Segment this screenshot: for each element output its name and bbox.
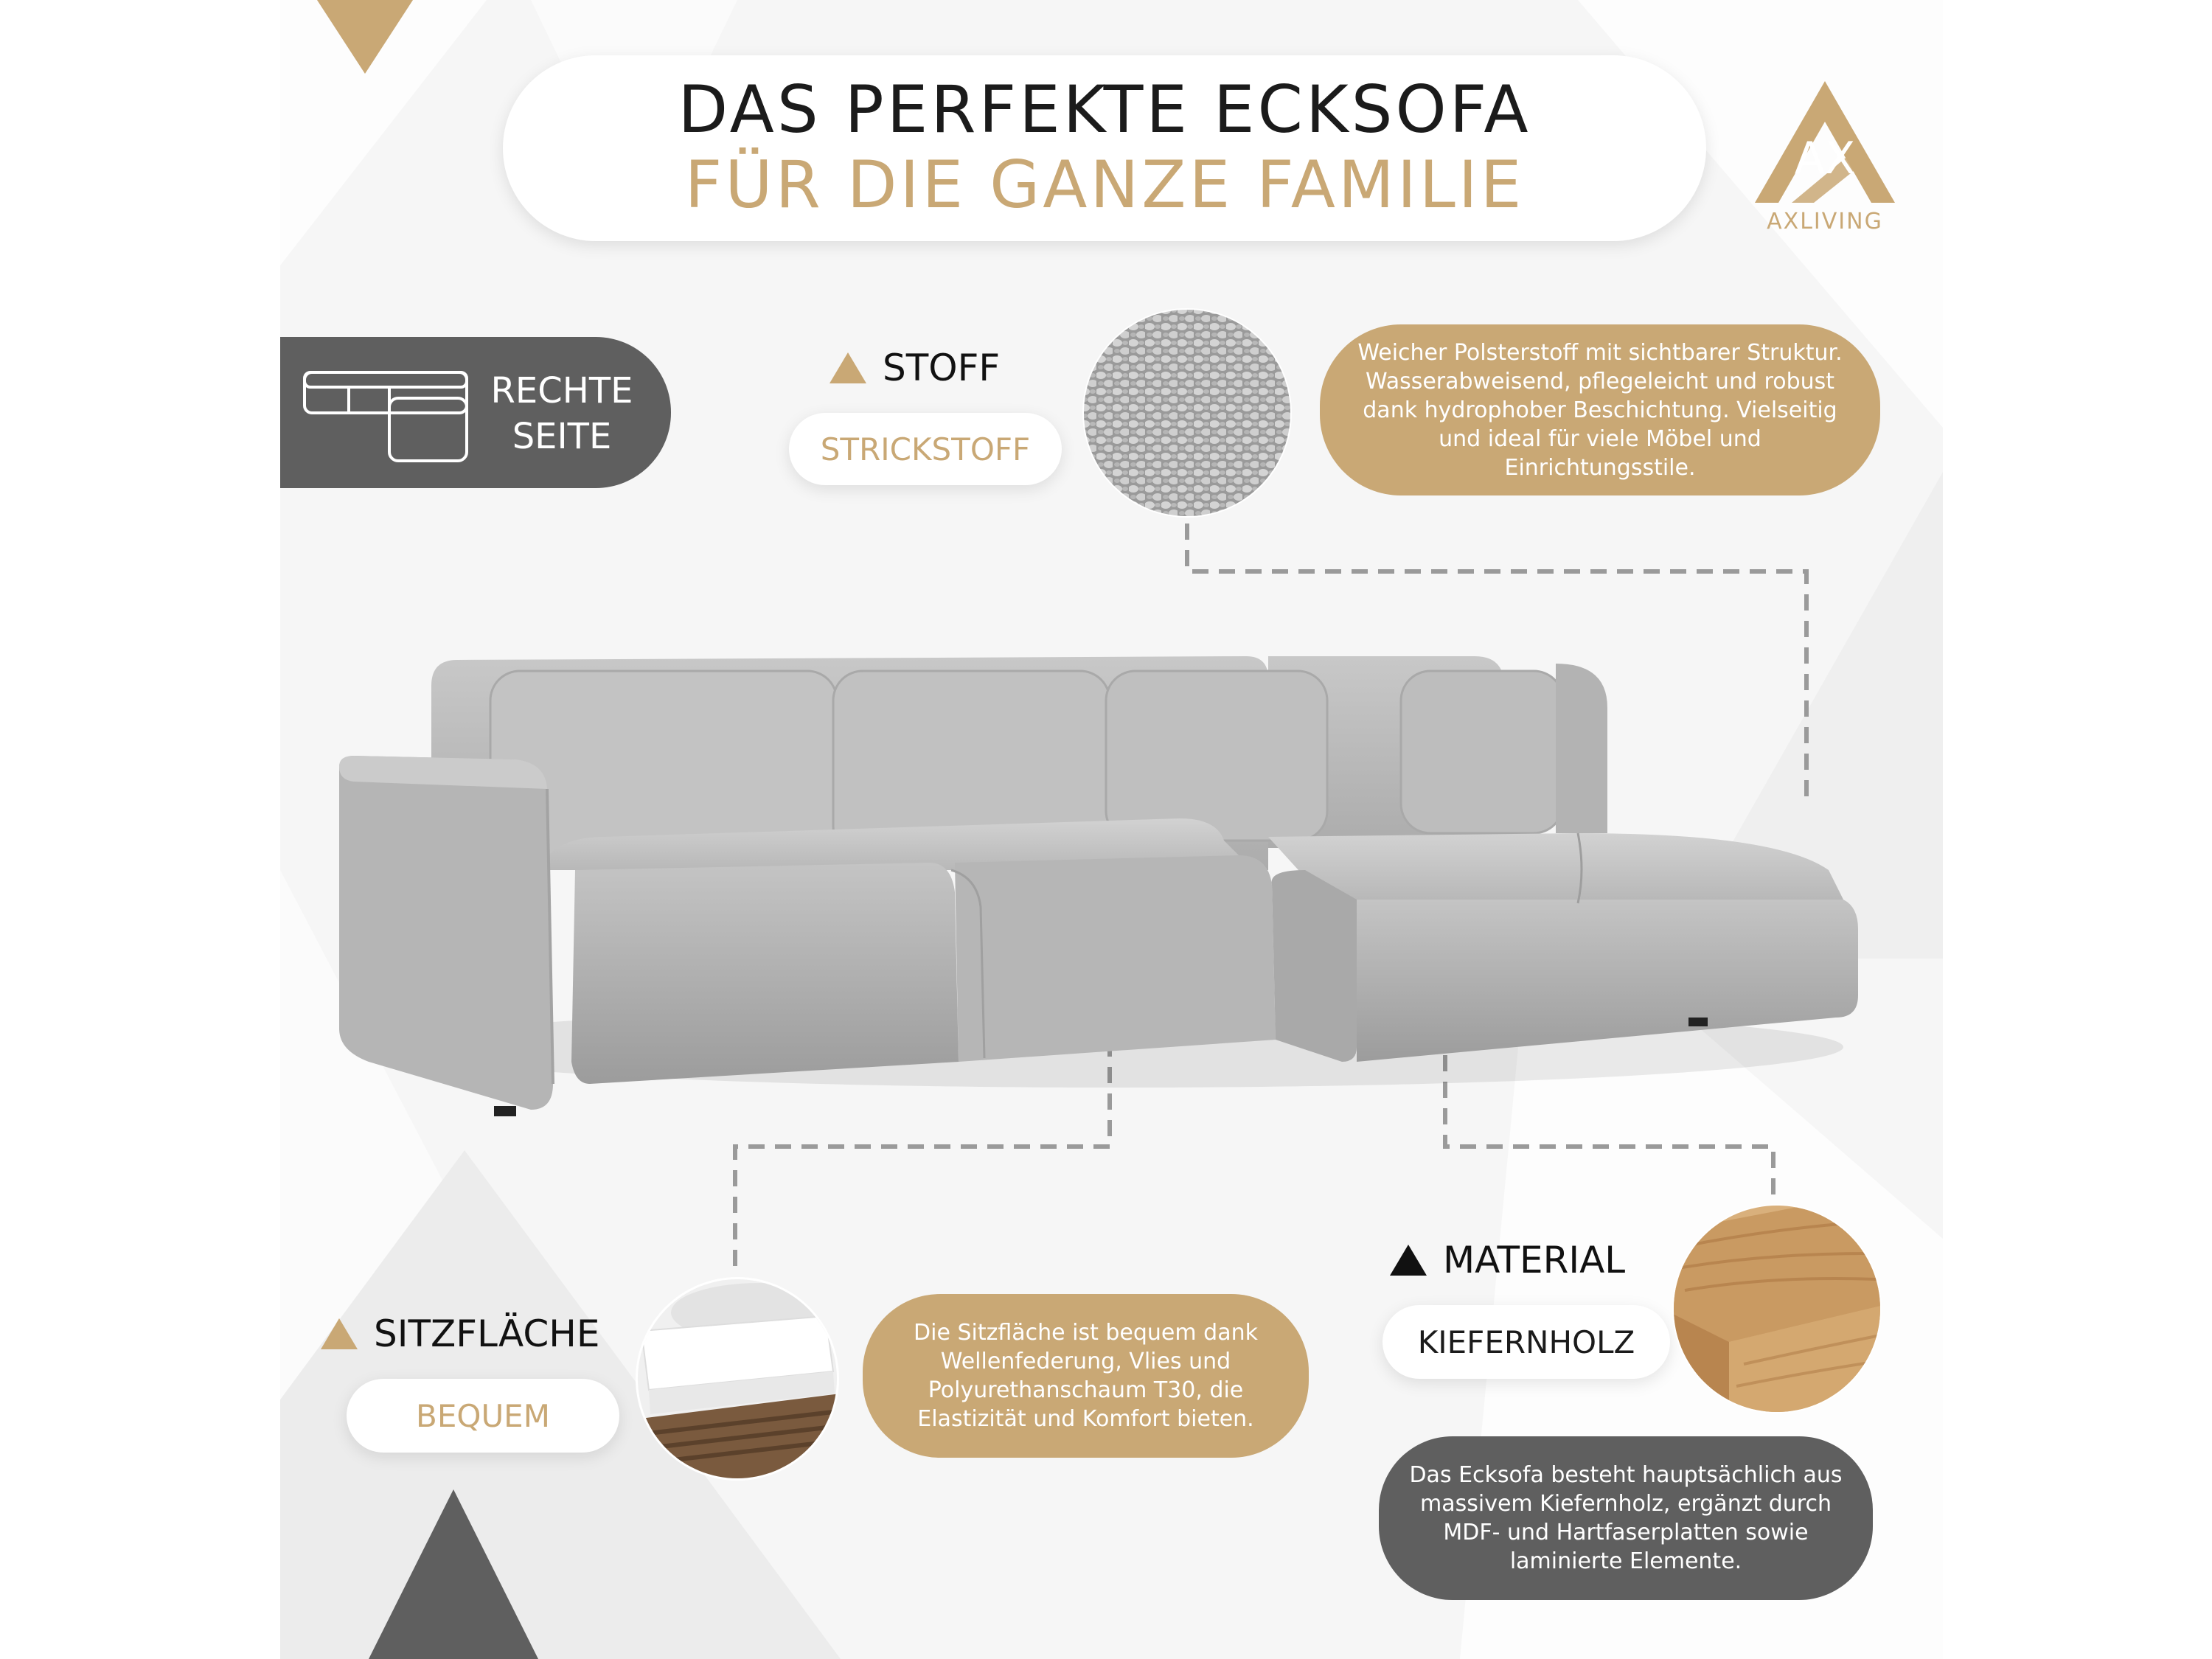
seat-description: Die Sitzfläche ist bequem dank Wellenfederung, Vlies und Polyurethanschaum T30, die Elastizität und Komfort bieten. — [914, 1320, 1258, 1432]
material-title-text: MATERIAL — [1443, 1239, 1626, 1281]
fabric-description: Weicher Polsterstoff mit sichtbarer Struktur. Wasserabweisend, pflegeleicht und robust dank hydrophober Beschichtung. Vielseitig und ideal für viele Möbel und Einrichtungsstile. — [1357, 339, 1843, 481]
product-infographic — [280, 0, 1943, 1659]
logo-letters: AX — [1794, 133, 1856, 184]
seat-title — [321, 1312, 599, 1355]
material-value: KIEFERNHOLZ — [1417, 1324, 1635, 1360]
seat-layers-image — [634, 1276, 841, 1482]
headline-line-1: DAS PERFEKTE ECKSOFA — [678, 72, 1531, 147]
pine-wood-image — [1670, 1202, 1884, 1416]
fabric-value: STRICKSTOFF — [820, 431, 1031, 467]
material-description: Das Ecksofa besteht hauptsächlich aus massivem Kiefernholz, ergänzt durch MDF- und Hartfaserplatten sowie laminierte Elemente. — [1409, 1462, 1843, 1574]
brand-name: AXLIVING — [1767, 209, 1883, 234]
headline-line-2: FÜR DIE GANZE FAMILIE — [684, 147, 1525, 223]
material-value-pill — [1382, 1305, 1670, 1379]
seat-value: BEQUEM — [416, 1397, 550, 1434]
material-description-pill — [1379, 1436, 1873, 1600]
seat-description-pill — [863, 1294, 1309, 1458]
triangle-bullet-icon — [321, 1318, 358, 1349]
seat-title-text: SITZFLÄCHE — [374, 1312, 600, 1355]
corner-sofa-image — [310, 649, 1932, 1121]
seat-value-pill — [347, 1379, 619, 1453]
fabric-title-text: STOFF — [883, 347, 1001, 389]
orientation-line-2: SEITE — [512, 416, 612, 457]
orientation-line-1: RECHTE — [490, 370, 633, 411]
material-title — [1390, 1239, 1625, 1281]
triangle-bullet-icon — [1390, 1245, 1427, 1276]
